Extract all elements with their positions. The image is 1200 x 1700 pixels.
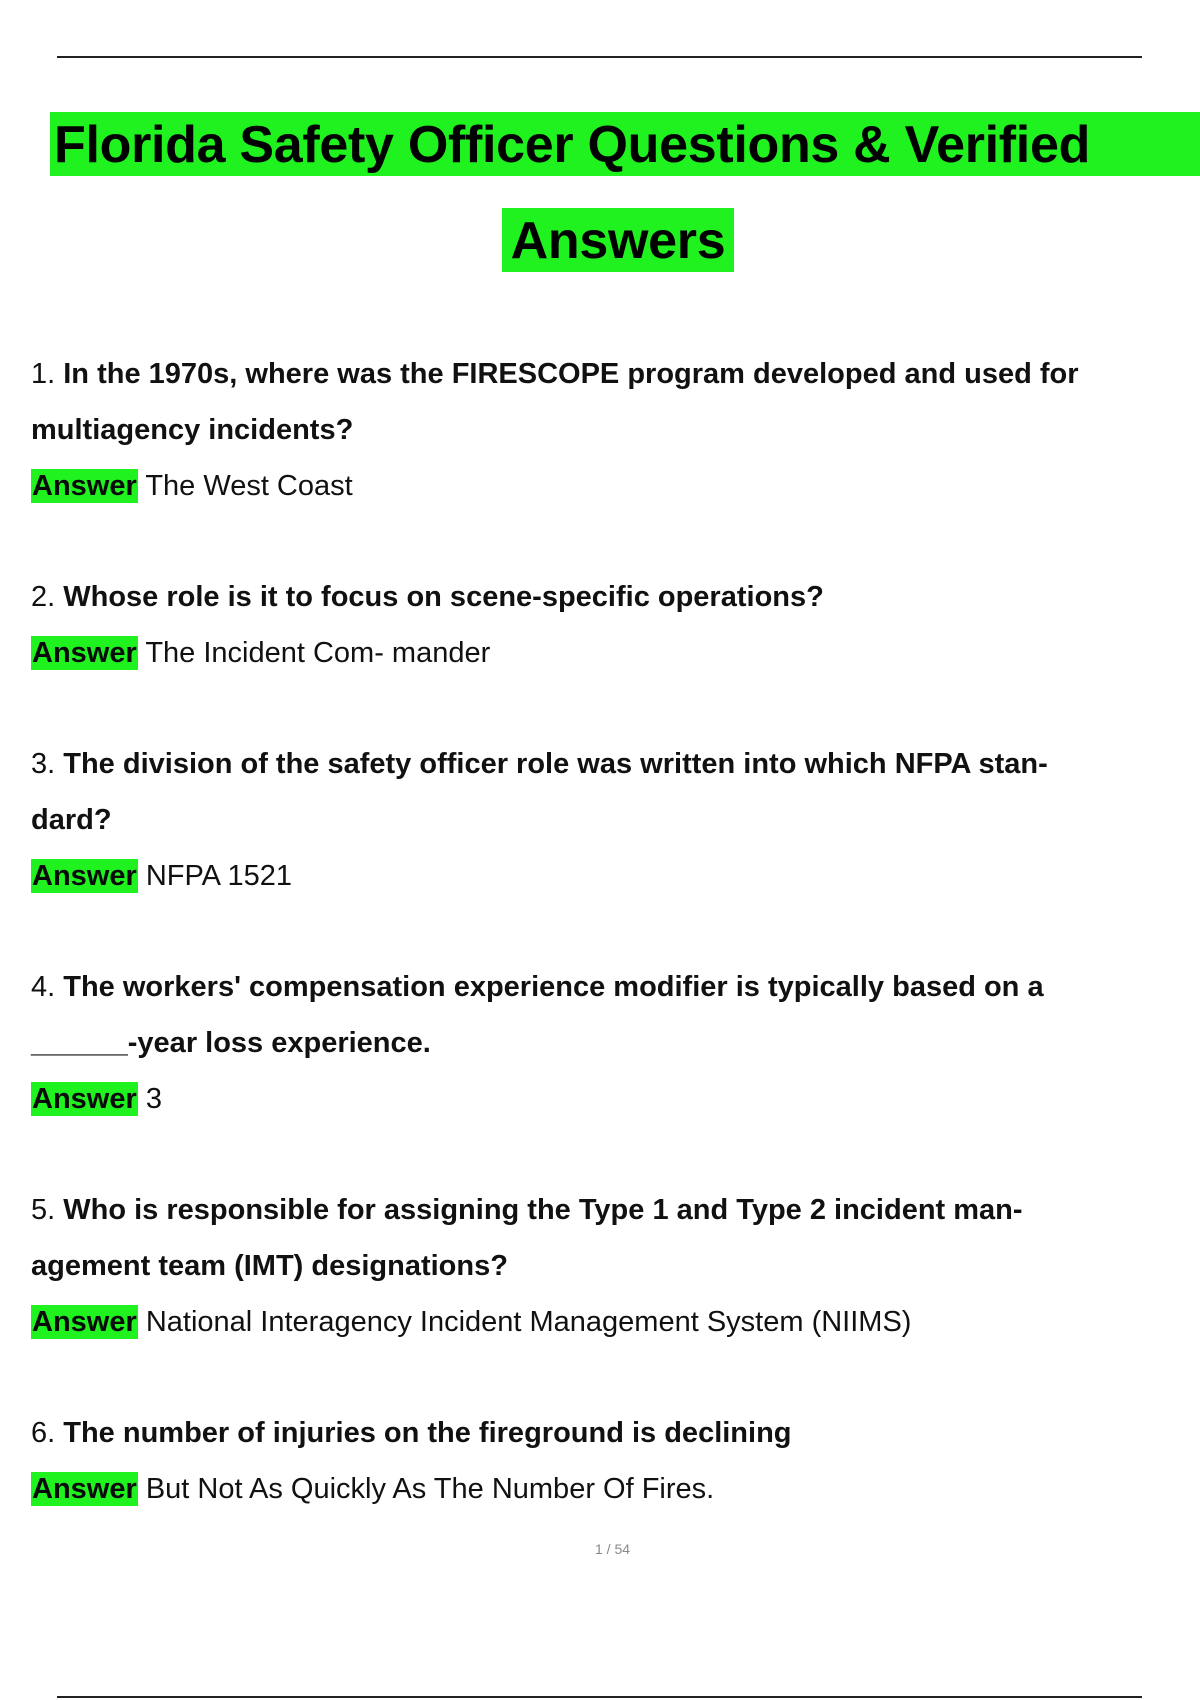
page-indicator: 1 / 54 (594, 1541, 631, 1557)
answer-label: Answer (32, 470, 137, 502)
question-text: Who is responsible for assigning the Type 1 and Type 2 incident man- (63, 1194, 1023, 1226)
question-text: ______-year loss experience. (31, 1027, 431, 1059)
question-text: The workers' compensation experience modifier is typically based on a (63, 971, 1044, 1003)
answer-line (31, 848, 1181, 904)
answer-label: Answer (32, 1306, 137, 1338)
answer-text: But Not As Quickly As The Number Of Fires. (145, 1473, 715, 1505)
question-text: multiagency incidents? (31, 414, 354, 446)
question-number: 5. (31, 1194, 56, 1226)
question-line (31, 959, 1181, 1015)
question-number: 1. (31, 358, 56, 390)
question-text: Whose role is it to focus on scene-specific operations? (63, 581, 824, 613)
answer-line (31, 458, 1181, 514)
answer-text: The Incident Com- mander (145, 637, 491, 669)
document-title-line-1: Florida Safety Officer Questions & Verified (50, 112, 1200, 176)
document-title-line-2: Answers (502, 208, 734, 272)
question-number: 6. (31, 1417, 56, 1449)
answer-line (31, 1461, 1181, 1517)
answer-text: 3 (145, 1083, 162, 1115)
question-line (31, 1182, 1181, 1238)
question-number: 2. (31, 581, 56, 613)
question-number: 3. (31, 748, 56, 780)
answer-label: Answer (32, 1473, 137, 1505)
answer-text: National Interagency Incident Management System (NIIMS) (145, 1306, 912, 1338)
answer-text: The West Coast (145, 470, 353, 502)
qa-item-2 (31, 569, 1181, 681)
question-line (31, 792, 1181, 848)
qa-item-3 (31, 736, 1181, 904)
question-line (31, 569, 1181, 625)
qa-item-1 (31, 346, 1181, 514)
answer-line (31, 1071, 1181, 1127)
question-line (31, 736, 1181, 792)
question-text: The division of the safety officer role was written into which NFPA stan- (63, 748, 1048, 780)
answer-line (31, 625, 1181, 681)
question-line (31, 1015, 1181, 1071)
question-text: The number of injuries on the fireground is declining (63, 1417, 792, 1449)
question-line (31, 1238, 1181, 1294)
question-text: dard? (31, 804, 112, 836)
qa-item-5 (31, 1182, 1181, 1350)
answer-label: Answer (32, 1083, 137, 1115)
answer-label: Answer (32, 860, 137, 892)
answer-text: NFPA 1521 (145, 860, 292, 892)
question-text: In the 1970s, where was the FIRESCOPE program developed and used for (63, 358, 1079, 390)
answer-line (31, 1294, 1181, 1350)
top-rule (57, 56, 1142, 58)
bottom-rule (57, 1696, 1142, 1698)
question-line (31, 402, 1181, 458)
question-line (31, 1405, 1181, 1461)
qa-item-4 (31, 959, 1181, 1127)
question-text: agement team (IMT) designations? (31, 1250, 508, 1282)
question-line (31, 346, 1181, 402)
qa-item-6 (31, 1405, 1181, 1517)
answer-label: Answer (32, 637, 137, 669)
question-number: 4. (31, 971, 56, 1003)
